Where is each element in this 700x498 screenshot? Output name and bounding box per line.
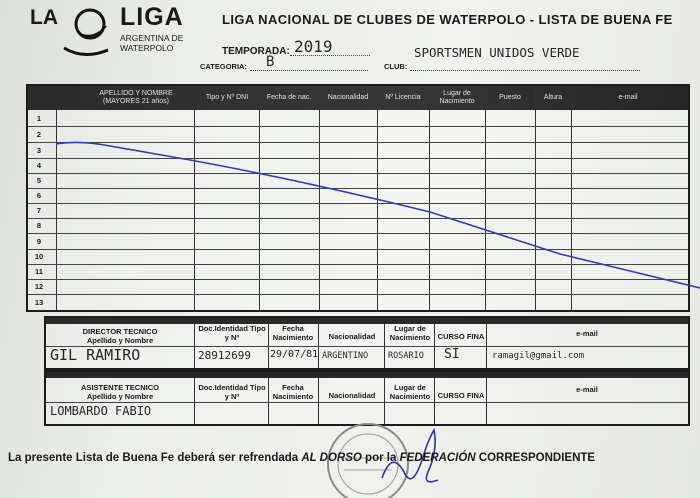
assistant-col-divider <box>486 378 487 424</box>
footer-part5: CORRESPONDIENTE <box>475 452 596 464</box>
row-number: 12 <box>34 282 44 291</box>
temporada-value: 2019 <box>294 37 333 56</box>
director-col-divider <box>434 324 435 368</box>
categoria-label: CATEGORIA: <box>200 62 247 71</box>
assistant-birth-header: Fecha Nacimiento <box>272 383 314 401</box>
director-email-value: ramagil@gmail.com <box>492 351 585 361</box>
assistant-col-divider <box>434 378 435 424</box>
col-fecha: Fecha de nac. <box>266 94 312 101</box>
assistant-col-divider <box>194 378 195 424</box>
logo-line1: ARGENTINA DE <box>120 33 184 43</box>
logo-line2: WATERPOLO <box>120 43 174 53</box>
col-puesto: Puesto <box>499 94 521 101</box>
assistant-name-label: Apellido y Nombre <box>86 392 154 401</box>
assistant-email-header: e-mail <box>576 384 598 394</box>
assistant-col-divider <box>318 378 319 424</box>
row-number: 11 <box>35 267 43 276</box>
club-value: SPORTSMEN UNIDOS VERDE <box>414 45 580 60</box>
footer-note <box>8 452 595 464</box>
col-email: e-mail <box>618 94 638 101</box>
director-birthplace-header: Lugar de Nacimiento <box>389 324 431 342</box>
logo-la: LA <box>30 6 58 29</box>
row-number: 8 <box>36 221 42 230</box>
categoria-value: B <box>266 54 275 70</box>
assistant-role-header <box>46 381 194 403</box>
row-number: 6 <box>36 191 42 200</box>
director-birth-value: 29/07/81 <box>270 349 319 360</box>
footer-part3: por la <box>361 452 400 464</box>
director-col-divider <box>194 324 195 368</box>
director-table <box>44 316 690 370</box>
temporada-label: TEMPORADA: <box>222 46 290 57</box>
director-doc-value: 28912699 <box>198 349 251 362</box>
director-doc-header: Doc.Identidad Tipo y Nº <box>198 324 266 342</box>
assistant-birthplace-header: Lugar de Nacimiento <box>389 383 431 401</box>
director-nationality-header: Nacionalidad <box>328 331 376 341</box>
assistant-role: ASISTENTE TECNICO <box>81 383 159 392</box>
col-nacionalidad: Nacionalidad <box>327 94 369 101</box>
director-col-divider <box>268 324 269 368</box>
director-nationality-value: ARGENTINO <box>322 351 369 361</box>
director-course-value: SI <box>444 347 460 362</box>
col-apellido: APELLIDO Y NOMBRE (MAYORES 21 años) <box>99 90 173 105</box>
director-row-divider <box>46 346 688 347</box>
director-course-header: CURSO FINA <box>437 331 485 341</box>
col-lugar: Lugar de Nacimiento <box>439 90 475 105</box>
assistant-row-divider <box>46 402 688 403</box>
row-number: 7 <box>36 206 42 215</box>
row-number: 13 <box>34 298 44 307</box>
assistant-name-value: LOMBARDO FABIO <box>50 404 152 418</box>
row-number: 10 <box>34 252 44 261</box>
director-email-header: e-mail <box>576 328 598 338</box>
logo-liga: LIGA <box>120 3 184 31</box>
page-title: LIGA NACIONAL DE CLUBES DE WATERPOLO - LISTA DE BUENA FE <box>222 12 673 27</box>
footer-part1: La presente Lista de Buena Fe deberá ser refrendada <box>8 452 302 464</box>
col-licencia: Nº Licencia <box>385 94 421 101</box>
director-birth-header: Fecha Nacimiento <box>272 324 314 342</box>
club-label: CLUB: <box>384 62 408 71</box>
assistant-nationality-header: Nacionalidad <box>328 390 376 400</box>
col-dni: Tipo y Nº DNI <box>205 94 249 101</box>
director-col-divider <box>486 324 487 368</box>
director-role: DIRECTOR TECNICO <box>82 327 158 336</box>
director-name-label: Apellido y Nombre <box>86 336 154 345</box>
row-number: 5 <box>36 176 42 185</box>
row-number: 3 <box>36 146 42 155</box>
assistant-doc-header: Doc.Identidad Tipo y Nº <box>198 383 266 401</box>
footer-part4: FEDERACIÓN <box>399 452 476 464</box>
director-col-divider <box>384 324 385 368</box>
row-number: 1 <box>36 114 42 123</box>
assistant-course-header: CURSO FINA <box>437 390 485 400</box>
director-role-header <box>46 325 194 347</box>
footer-part2: AL DORSO <box>301 452 362 464</box>
director-name-value: GIL RAMIRO <box>50 346 141 364</box>
director-col-divider <box>318 324 319 368</box>
assistant-col-divider <box>268 378 269 424</box>
row-number: 4 <box>36 161 42 170</box>
row-number: 9 <box>36 237 42 246</box>
row-number: 2 <box>36 130 42 139</box>
director-birthplace-value: ROSARIO <box>388 351 424 361</box>
col-altura: Altura <box>543 94 563 101</box>
